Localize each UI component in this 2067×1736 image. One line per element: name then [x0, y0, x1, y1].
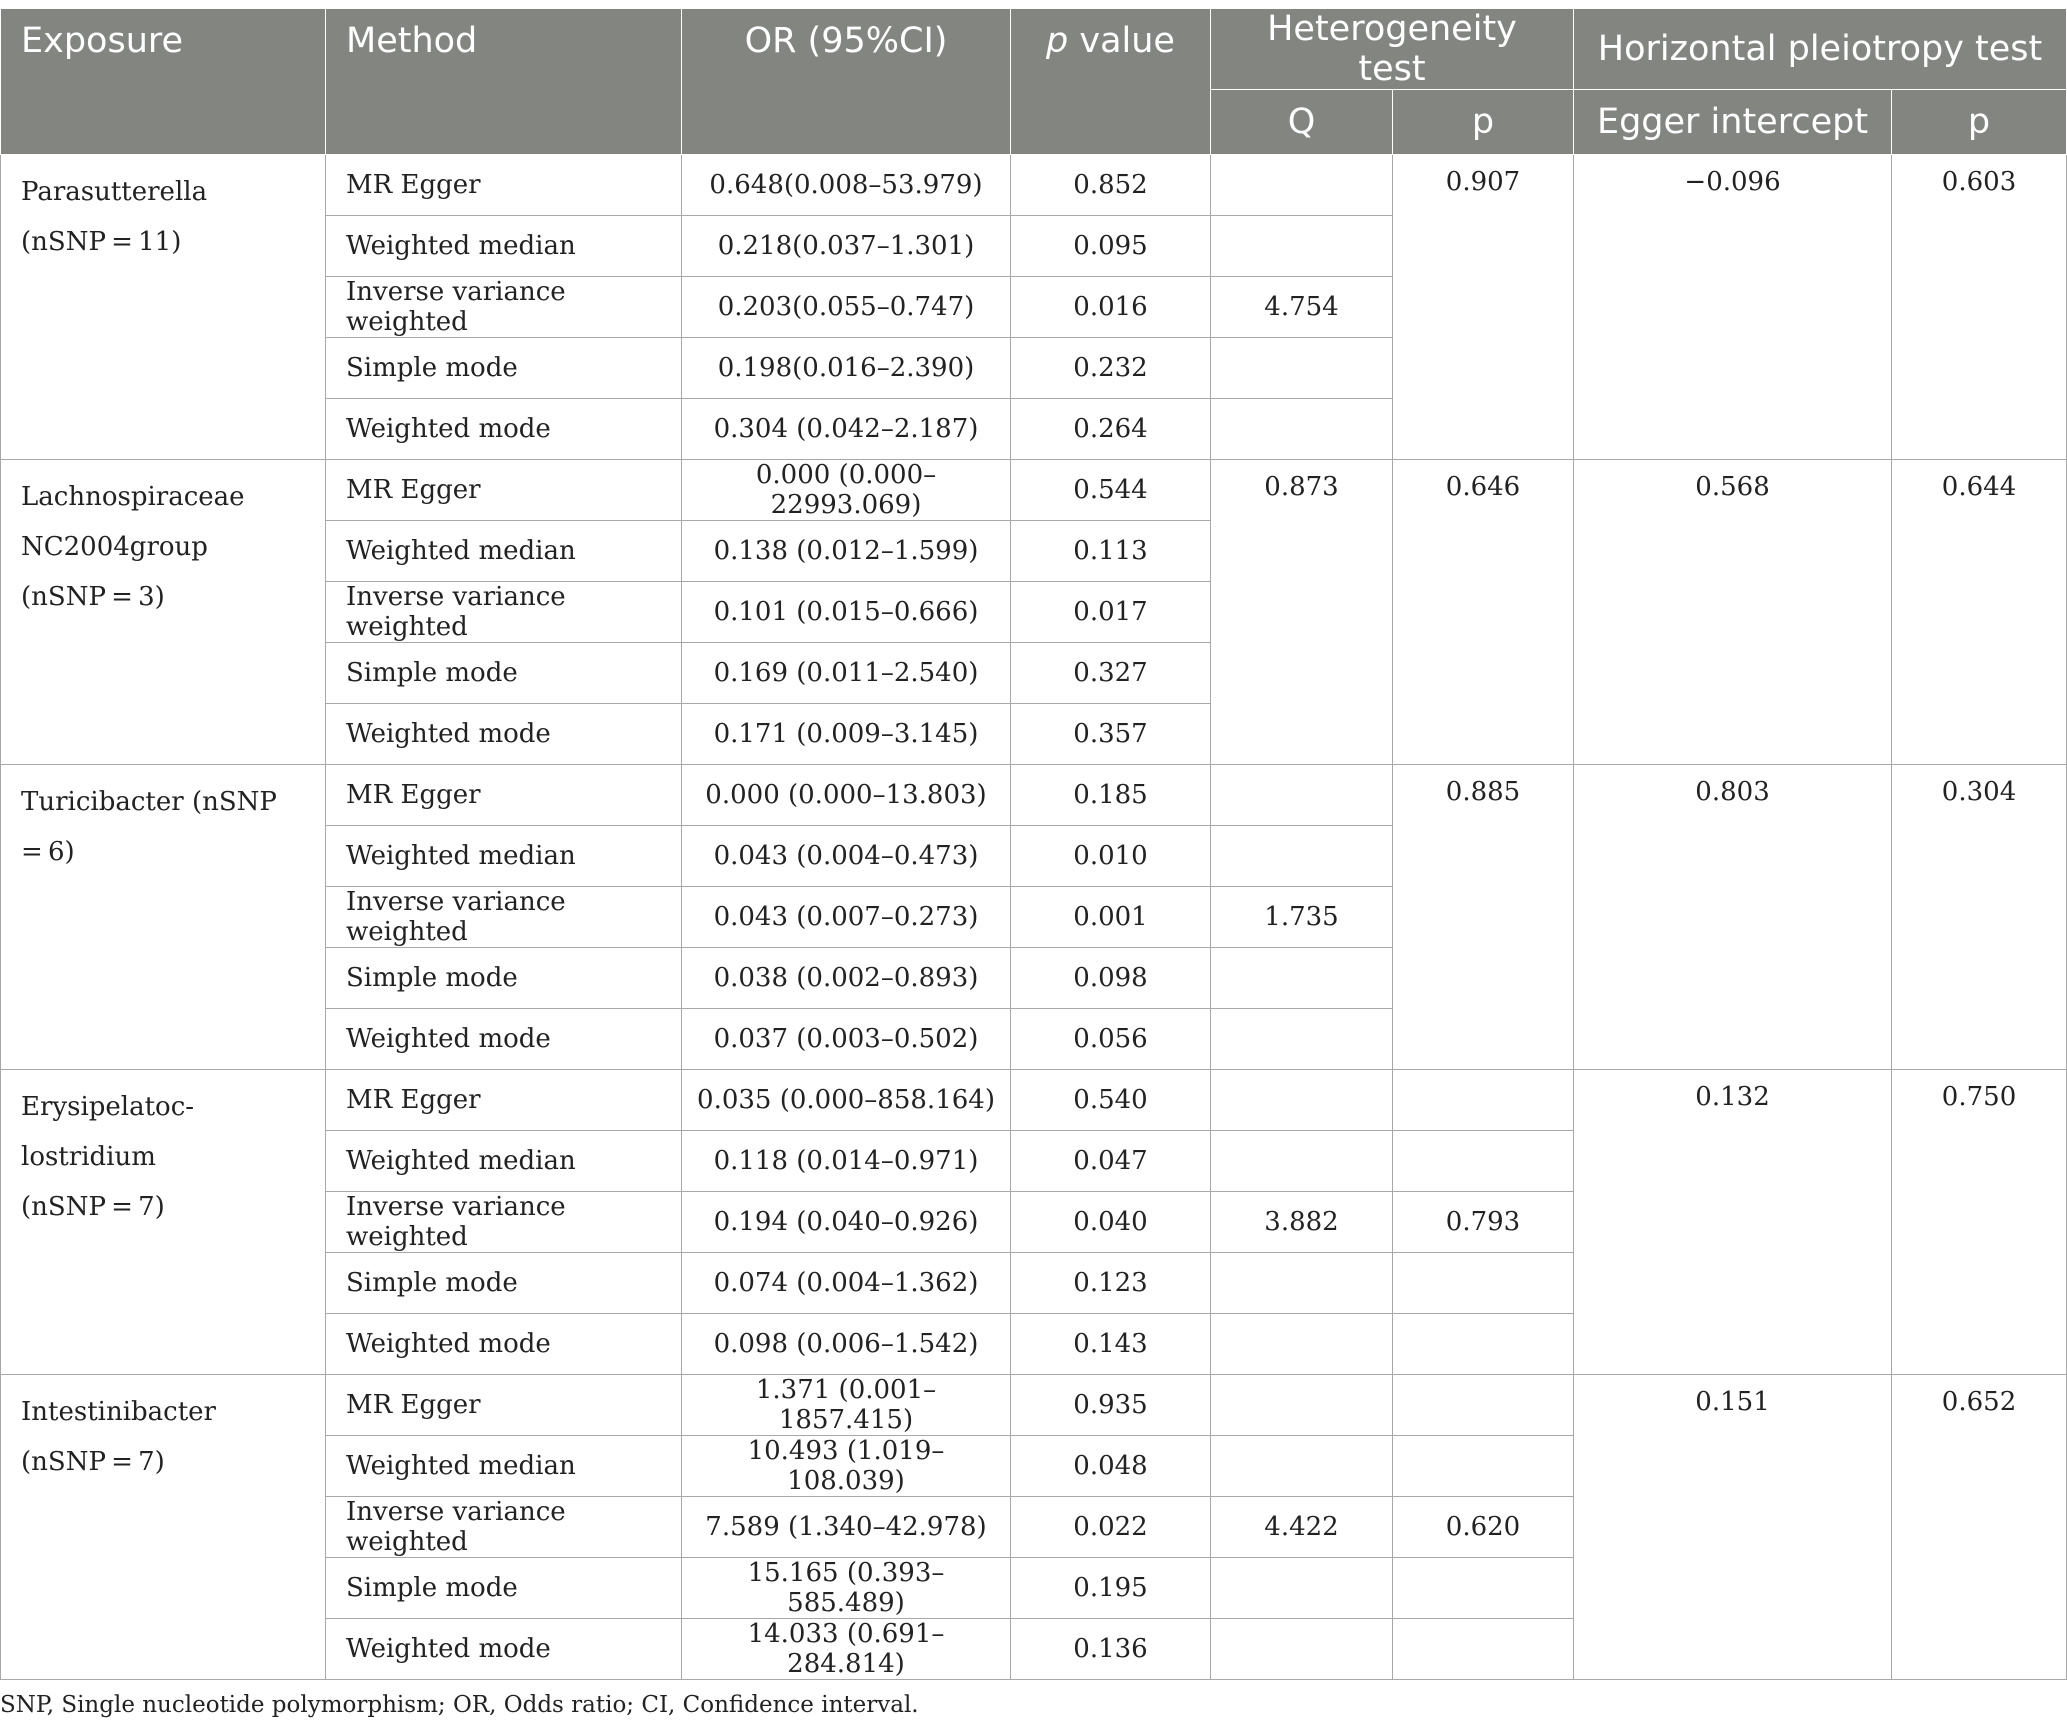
- method-cell: Inverse variance weighted: [326, 1497, 682, 1558]
- exposure-nsnp: (nSNP = 7): [21, 1447, 165, 1477]
- het-p-cell: 0.907: [1393, 155, 1574, 460]
- method-cell: Simple mode: [326, 948, 682, 1009]
- or-cell: 0.098 (0.006–1.542): [682, 1314, 1011, 1375]
- q-cell-empty: [1211, 1070, 1393, 1131]
- het-p-cell-empty: [1393, 1558, 1574, 1619]
- q-cell: 0.873: [1211, 460, 1393, 765]
- or-cell: 0.218(0.037–1.301): [682, 216, 1011, 277]
- p-value-cell: 0.232: [1011, 338, 1211, 399]
- q-cell: 3.882: [1211, 1192, 1393, 1253]
- or-cell: 0.035 (0.000–858.164): [682, 1070, 1011, 1131]
- header-pleio-p: p: [1892, 90, 2067, 155]
- method-cell: Weighted mode: [326, 1314, 682, 1375]
- or-cell: 0.198(0.016–2.390): [682, 338, 1011, 399]
- exposure-cell: [1, 765, 326, 1070]
- q-cell-empty: [1211, 155, 1393, 216]
- q-cell-empty: [1211, 1314, 1393, 1375]
- q-cell-empty: [1211, 948, 1393, 1009]
- method-cell: Simple mode: [326, 1253, 682, 1314]
- or-cell: 0.138 (0.012–1.599): [682, 521, 1011, 582]
- q-cell-empty: [1211, 1619, 1393, 1680]
- or-cell: 0.648(0.008–53.979): [682, 155, 1011, 216]
- method-cell: Weighted median: [326, 1436, 682, 1497]
- or-cell: 0.000 (0.000–22993.069): [682, 460, 1011, 521]
- method-cell: MR Egger: [326, 1375, 682, 1436]
- or-cell: 7.589 (1.340–42.978): [682, 1497, 1011, 1558]
- egger-intercept-cell: −0.096: [1574, 155, 1892, 460]
- or-cell: 0.037 (0.003–0.502): [682, 1009, 1011, 1070]
- table-body: [1, 155, 2067, 1680]
- egger-intercept-cell: 0.803: [1574, 765, 1892, 1070]
- exposure-name: Intestinibacter: [21, 1397, 216, 1427]
- q-cell-empty: [1211, 338, 1393, 399]
- method-cell: Weighted median: [326, 1131, 682, 1192]
- q-cell-empty: [1211, 1436, 1393, 1497]
- q-cell-empty: [1211, 1375, 1393, 1436]
- q-cell-empty: [1211, 1131, 1393, 1192]
- het-p-cell-empty: [1393, 1619, 1574, 1680]
- p-value-cell: 0.040: [1011, 1192, 1211, 1253]
- table-row: [1, 155, 2067, 216]
- table-footnote: SNP, Single nucleotide polymorphism; OR, Odds ratio; CI, Confidence interval.: [0, 1692, 919, 1718]
- or-cell: 1.371 (0.001–1857.415): [682, 1375, 1011, 1436]
- method-cell: Weighted mode: [326, 704, 682, 765]
- het-p-cell: 0.885: [1393, 765, 1574, 1070]
- p-value-cell: 0.185: [1011, 765, 1211, 826]
- p-value-cell: 0.047: [1011, 1131, 1211, 1192]
- p-value-cell: 0.095: [1011, 216, 1211, 277]
- exposure-nsnp: (nSNP = 11): [21, 227, 182, 257]
- het-p-cell: 0.793: [1393, 1192, 1574, 1253]
- q-cell: 4.754: [1211, 277, 1393, 338]
- p-value-cell: 0.016: [1011, 277, 1211, 338]
- p-value-cell: 0.113: [1011, 521, 1211, 582]
- exposure-name: Erysipelatoc-lostridium: [21, 1092, 195, 1172]
- method-cell: Weighted mode: [326, 399, 682, 460]
- method-cell: Simple mode: [326, 643, 682, 704]
- table-row: [1, 1375, 2067, 1436]
- het-p-cell-empty: [1393, 1375, 1574, 1436]
- het-p-cell-empty: [1393, 1253, 1574, 1314]
- p-value-cell: 0.001: [1011, 887, 1211, 948]
- method-cell: Inverse variance weighted: [326, 582, 682, 643]
- p-value-cell: 0.143: [1011, 1314, 1211, 1375]
- header-q: Q: [1211, 90, 1393, 155]
- het-p-cell: 0.620: [1393, 1497, 1574, 1558]
- header-pleiotropy: Horizontal pleiotropy test: [1574, 9, 2067, 90]
- pleio-p-cell: 0.750: [1892, 1070, 2067, 1375]
- header-p-value: [1011, 9, 1211, 155]
- method-cell: Weighted median: [326, 826, 682, 887]
- method-cell: MR Egger: [326, 765, 682, 826]
- het-p-cell-empty: [1393, 1436, 1574, 1497]
- header-method: Method: [326, 9, 682, 155]
- or-cell: 0.171 (0.009–3.145): [682, 704, 1011, 765]
- results-table: [0, 8, 2067, 1680]
- method-cell: Inverse variance weighted: [326, 887, 682, 948]
- method-cell: Inverse variance weighted: [326, 277, 682, 338]
- p-value-cell: 0.935: [1011, 1375, 1211, 1436]
- or-cell: 10.493 (1.019–108.039): [682, 1436, 1011, 1497]
- pleio-p-cell: 0.304: [1892, 765, 2067, 1070]
- or-cell: 0.118 (0.014–0.971): [682, 1131, 1011, 1192]
- or-cell: 0.101 (0.015–0.666): [682, 582, 1011, 643]
- header-exposure: Exposure: [1, 9, 326, 155]
- pleio-p-cell: 0.603: [1892, 155, 2067, 460]
- method-cell: Weighted mode: [326, 1009, 682, 1070]
- or-cell: 14.033 (0.691–284.814): [682, 1619, 1011, 1680]
- exposure-cell: [1, 1070, 326, 1375]
- p-value-cell: 0.195: [1011, 1558, 1211, 1619]
- header-het-p: p: [1393, 90, 1574, 155]
- method-cell: Weighted mode: [326, 1619, 682, 1680]
- header-heterogeneity: Heterogeneity test: [1211, 9, 1574, 90]
- pleio-p-cell: 0.644: [1892, 460, 2067, 765]
- header-p-value-rest: value: [1068, 21, 1175, 61]
- q-cell-empty: [1211, 1009, 1393, 1070]
- p-value-cell: 0.048: [1011, 1436, 1211, 1497]
- exposure-name: Turicibacter (nSNP = 6): [21, 787, 283, 867]
- or-cell: 0.194 (0.040–0.926): [682, 1192, 1011, 1253]
- p-value-cell: 0.056: [1011, 1009, 1211, 1070]
- p-value-cell: 0.540: [1011, 1070, 1211, 1131]
- p-value-cell: 0.264: [1011, 399, 1211, 460]
- or-cell: 0.203(0.055–0.747): [682, 277, 1011, 338]
- or-cell: 0.074 (0.004–1.362): [682, 1253, 1011, 1314]
- method-cell: MR Egger: [326, 1070, 682, 1131]
- or-cell: 0.000 (0.000–13.803): [682, 765, 1011, 826]
- table-row: [1, 460, 2067, 521]
- method-cell: Weighted median: [326, 216, 682, 277]
- method-cell: Inverse variance weighted: [326, 1192, 682, 1253]
- q-cell-empty: [1211, 765, 1393, 826]
- exposure-name: Parasutterella: [21, 177, 208, 207]
- p-value-cell: 0.022: [1011, 1497, 1211, 1558]
- or-cell: 0.038 (0.002–0.893): [682, 948, 1011, 1009]
- or-cell: 0.304 (0.042–2.187): [682, 399, 1011, 460]
- exposure-cell: [1, 460, 326, 765]
- exposure-cell: [1, 155, 326, 460]
- header-p-value-italic: p: [1046, 21, 1069, 61]
- p-value-cell: 0.136: [1011, 1619, 1211, 1680]
- p-value-cell: 0.544: [1011, 460, 1211, 521]
- table-row: [1, 1070, 2067, 1131]
- p-value-cell: 0.017: [1011, 582, 1211, 643]
- egger-intercept-cell: 0.568: [1574, 460, 1892, 765]
- q-cell-empty: [1211, 826, 1393, 887]
- exposure-nsnp: (nSNP = 7): [21, 1192, 165, 1222]
- q-cell-empty: [1211, 399, 1393, 460]
- p-value-cell: 0.852: [1011, 155, 1211, 216]
- q-cell-empty: [1211, 1558, 1393, 1619]
- or-cell: 0.169 (0.011–2.540): [682, 643, 1011, 704]
- method-cell: Simple mode: [326, 1558, 682, 1619]
- p-value-cell: 0.327: [1011, 643, 1211, 704]
- egger-intercept-cell: 0.132: [1574, 1070, 1892, 1375]
- method-cell: MR Egger: [326, 460, 682, 521]
- het-p-cell-empty: [1393, 1070, 1574, 1131]
- header-or-ci: OR (95%CI): [682, 9, 1011, 155]
- exposure-cell: [1, 1375, 326, 1680]
- or-cell: 0.043 (0.007–0.273): [682, 887, 1011, 948]
- exposure-nsnp: (nSNP = 3): [21, 582, 165, 612]
- p-value-cell: 0.123: [1011, 1253, 1211, 1314]
- method-cell: MR Egger: [326, 155, 682, 216]
- p-value-cell: 0.010: [1011, 826, 1211, 887]
- or-cell: 15.165 (0.393–585.489): [682, 1558, 1011, 1619]
- exposure-name-2: NC2004group: [21, 532, 208, 562]
- exposure-name: Lachnospiraceae: [21, 482, 245, 512]
- het-p-cell: 0.646: [1393, 460, 1574, 765]
- or-cell: 0.043 (0.004–0.473): [682, 826, 1011, 887]
- method-cell: Simple mode: [326, 338, 682, 399]
- q-cell: 1.735: [1211, 887, 1393, 948]
- table-row: [1, 765, 2067, 826]
- header-egger-intercept: Egger intercept: [1574, 90, 1892, 155]
- q-cell-empty: [1211, 1253, 1393, 1314]
- egger-intercept-cell: 0.151: [1574, 1375, 1892, 1680]
- p-value-cell: 0.098: [1011, 948, 1211, 1009]
- q-cell-empty: [1211, 216, 1393, 277]
- het-p-cell-empty: [1393, 1314, 1574, 1375]
- p-value-cell: 0.357: [1011, 704, 1211, 765]
- table-header: [1, 9, 2067, 155]
- pleio-p-cell: 0.652: [1892, 1375, 2067, 1680]
- het-p-cell-empty: [1393, 1131, 1574, 1192]
- q-cell: 4.422: [1211, 1497, 1393, 1558]
- method-cell: Weighted median: [326, 521, 682, 582]
